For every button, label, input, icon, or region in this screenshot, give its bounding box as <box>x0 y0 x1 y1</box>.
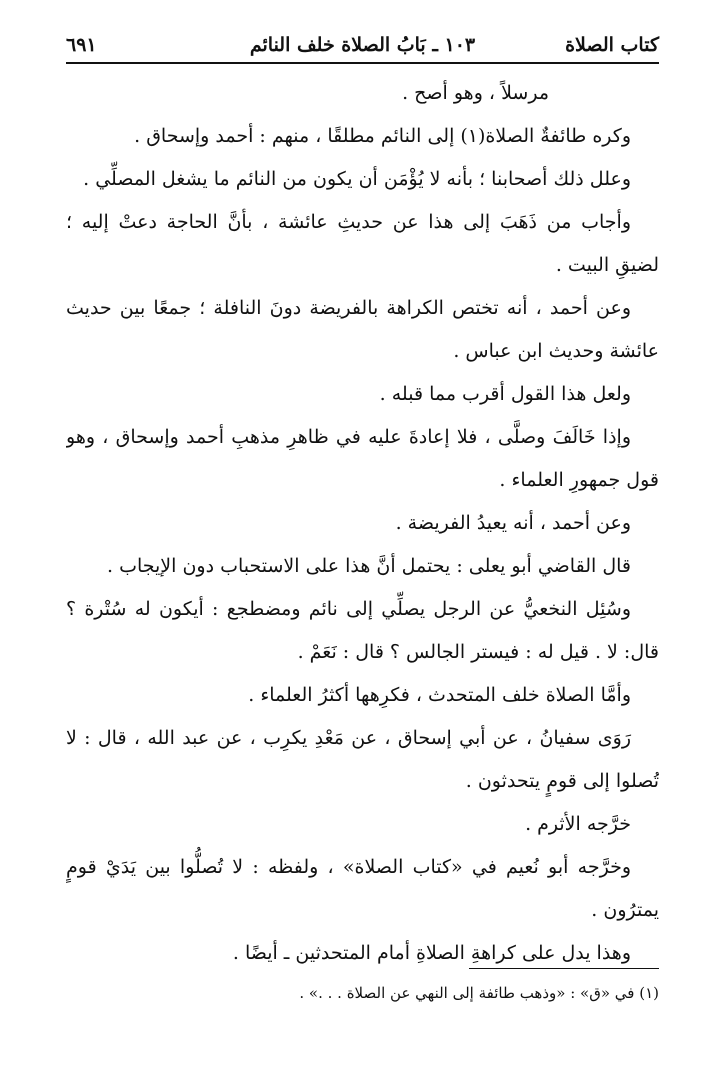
text-line: وخرَّجه أبو نُعيم في «كتاب الصلاة» ، ولفظه : لا تُصلُّوا بين يَدَيْ قومٍ <box>66 856 631 878</box>
text-line: وأجاب من ذَهَبَ إلى هذا عن حديثِ عائشة ، بأنَّ الحاجة دعتْ إليه ؛ <box>66 211 631 233</box>
book-title: كتاب الصلاة <box>565 34 659 56</box>
page-number: ٦٩١ <box>66 34 97 56</box>
text-line: قول جمهورِ العلماء . <box>499 469 659 491</box>
chapter-title: ١٠٣ ـ بَابُ الصلاة خلف النائم <box>249 34 476 56</box>
page-header <box>66 28 659 64</box>
footnote-divider <box>469 968 659 969</box>
text-line: خرَّجه الأثرم . <box>525 813 631 835</box>
main-text <box>66 72 659 975</box>
text-line: وعلل ذلك أصحابنا ؛ بأنه لا يُؤْمَن أن يكون من النائم ما يشغل المصلِّي . <box>83 168 631 190</box>
footnote: (١) في «ق» : «وذهب طائفة إلى النهي عن الصلاة . . .» . <box>299 984 659 1002</box>
text-line: وأمَّا الصلاة خلف المتحدث ، فكرِهها أكثرُ العلماء . <box>248 684 631 706</box>
text-line: وهذا يدل على كراهةِ الصلاةِ أمام المتحدثين ـ أيضًا . <box>232 942 631 964</box>
text-line: مرسلاً ، وهو أصح . <box>402 82 549 104</box>
text-line: يمترُون . <box>591 899 659 921</box>
text-line: وإذا خَالَفَ وصلَّى ، فلا إعادةَ عليه في ظاهرِ مذهبِ أحمد وإسحاق ، وهو <box>66 426 631 448</box>
text-line: وسُئِل النخعيُّ عن الرجل يصلِّي إلى نائم ومضطجع : أيكون له سُتْرة ؟ <box>66 598 631 620</box>
text-line: قال القاضي أبو يعلى : يحتمل أنَّ هذا على الاستحباب دون الإيجاب . <box>107 555 631 577</box>
text-line: ولعل هذا القول أقرب مما قبله . <box>379 383 631 405</box>
text-line: وكره طائفةٌ الصلاة(١) إلى النائم مطلقًا ، منهم : أحمد وإسحاق . <box>134 125 631 147</box>
text-line: رَوَى سفيانُ ، عن أبي إسحاق ، عن مَعْدِ يكرِب ، عن عبد الله ، قال : لا <box>66 727 631 749</box>
text-line: قال: لا . قيل له : فيستر الجالس ؟ قال : نَعَمْ . <box>297 641 659 663</box>
text-line: لضيقِ البيت . <box>555 254 659 276</box>
text-line: وعن أحمد ، أنه تختص الكراهة بالفريضة دونَ النافلة ؛ جمعًا بين حديث <box>66 297 631 319</box>
text-line: تُصلوا إلى قومٍ يتحدثون . <box>465 770 659 792</box>
text-line: وعن أحمد ، أنه يعيدُ الفريضة . <box>395 512 631 534</box>
text-line: عائشة وحديث ابن عباس . <box>453 340 659 362</box>
